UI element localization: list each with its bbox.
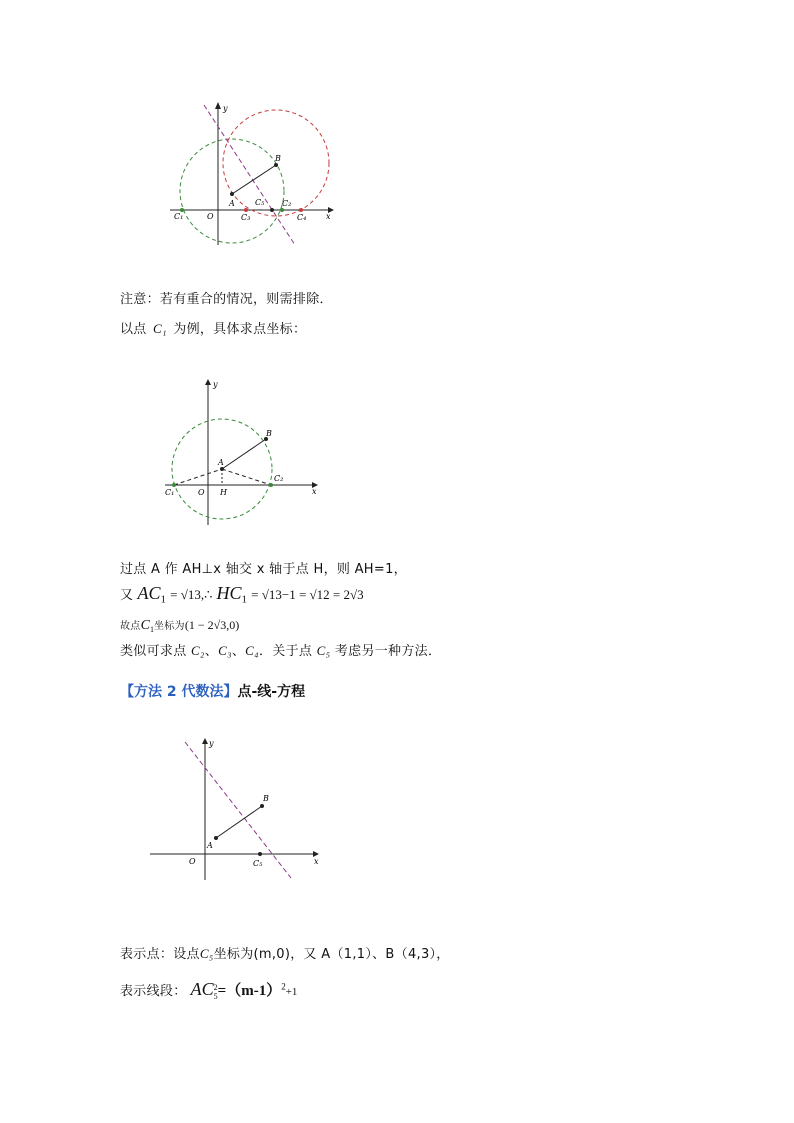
para-1: 过点 A 作 AH⊥x 轴交 x 轴于点 H，则 AH=1， [120, 562, 407, 577]
para-3-before: 表示点：设点 [120, 947, 200, 962]
label-o: O [198, 488, 205, 497]
label-c4: C₄ [297, 213, 307, 222]
point-c5 [270, 208, 274, 212]
formula-2-c-sub: 1 [149, 625, 154, 634]
point-c2 [280, 208, 284, 212]
label-c1: C₁ [174, 212, 184, 221]
green-dashed-circle [180, 139, 284, 243]
para-2-sep1: 、 [204, 644, 219, 659]
label-c1: C₁ [165, 488, 175, 497]
figure-1 [160, 95, 350, 255]
point-c2 [269, 483, 273, 487]
label-c3: C₃ [241, 213, 251, 222]
y-axis-arrow [215, 102, 221, 109]
para-3-point: C₅ [199, 946, 214, 961]
para-4-rest-sup: 2 [281, 981, 286, 992]
para-2-before: 类似可求点 [120, 644, 187, 659]
para-2-p1: C₂ [190, 643, 205, 658]
point-a [214, 836, 218, 840]
label-a: A [218, 458, 224, 467]
segment-ab [216, 806, 262, 838]
formula-1-hc: HC [216, 583, 242, 603]
label-x: x [314, 857, 319, 866]
label-c5: C₅ [253, 859, 263, 868]
para-2-p3: C₄ [245, 643, 259, 658]
para-2-p4: C₅ [316, 643, 331, 658]
point-c4 [299, 208, 303, 212]
formula-1-hc-sub: 1 [241, 593, 248, 606]
para-4-sup: 2 [213, 982, 218, 992]
formula-1-eq2: = √13−1 = √12 = 2√3 [251, 587, 364, 602]
para-3 [120, 943, 450, 962]
example-intro-before: 以点 [120, 322, 147, 337]
method-2-heading [120, 681, 305, 701]
para-4-ac: AC [190, 979, 214, 999]
point-a [220, 467, 224, 471]
formula-2 [120, 617, 239, 634]
formula-2-text1: 故点 [120, 621, 141, 632]
method-2-heading-part2: 点-线-方程 [237, 684, 306, 700]
label-c2: C₂ [282, 199, 292, 208]
para-2-sep2: 、 [231, 644, 246, 659]
segment-ab [222, 439, 266, 469]
formula-2-c: C [140, 618, 150, 633]
formula-1-eq1: = √13,∴ [170, 587, 213, 602]
point-b [274, 163, 278, 167]
method-2-heading-part1: 【方法 2 代数法】 [120, 684, 238, 700]
figure-2 [160, 375, 335, 530]
example-intro-point: C₁ [153, 321, 167, 336]
label-b: B [275, 154, 281, 163]
point-c1 [172, 483, 176, 487]
segment-ac2 [222, 469, 271, 485]
para-4 [120, 979, 297, 1001]
segment-ac1 [174, 469, 222, 485]
figure-3-svg [145, 730, 330, 880]
para-4-before: 表示线段： [120, 984, 187, 999]
point-b [260, 804, 264, 808]
note-text: 注意：若有重合的情况，则需排除． [120, 292, 333, 307]
formula-1-ac-sub: 1 [160, 593, 166, 606]
label-b: B [266, 429, 272, 438]
label-c2: C₂ [274, 474, 284, 483]
para-2-mid: ．关于点 [258, 644, 313, 659]
formula-2-coord: (1 − 2√3,0) [184, 618, 240, 632]
para-2 [120, 640, 441, 659]
label-o: O [189, 857, 196, 866]
label-a: A [229, 199, 235, 208]
label-c5: C₅ [255, 198, 265, 207]
label-y: y [223, 104, 228, 113]
label-y: y [213, 380, 218, 389]
example-intro [120, 318, 306, 337]
formula-1 [120, 583, 364, 606]
y-axis-arrow [205, 379, 211, 385]
label-a: A [207, 841, 213, 850]
para-4-sub: 5 [213, 991, 218, 1001]
label-x: x [312, 487, 317, 496]
formula-1-ac: AC [137, 583, 161, 603]
para-3-coord: 坐标为(m,0)，又 A（1,1）、B（4,3）， [213, 947, 450, 962]
point-c3 [244, 208, 248, 212]
label-h: H [220, 488, 227, 497]
figure-2-svg [160, 375, 335, 530]
figure-1-svg [160, 95, 350, 255]
label-b: B [263, 794, 269, 803]
para-4-rest: =（m-1） [217, 983, 282, 999]
segment-ab [232, 165, 276, 194]
label-o: O [207, 212, 214, 221]
para-4-tail: +1 [285, 986, 298, 998]
point-c5 [258, 852, 262, 856]
figure-3 [145, 730, 330, 880]
label-x: x [326, 212, 331, 221]
formula-1-prefix: 又 [120, 588, 134, 603]
example-intro-after: 为例，具体求点坐标： [173, 322, 307, 337]
label-y: y [209, 739, 214, 748]
formula-2-text2: 坐标为 [153, 621, 185, 632]
para-2-after: 考虑另一种方法． [334, 644, 442, 659]
bisector-line [185, 742, 291, 878]
para-2-p2: C₃ [218, 643, 232, 658]
point-a [230, 192, 234, 196]
y-axis-arrow [202, 738, 208, 744]
